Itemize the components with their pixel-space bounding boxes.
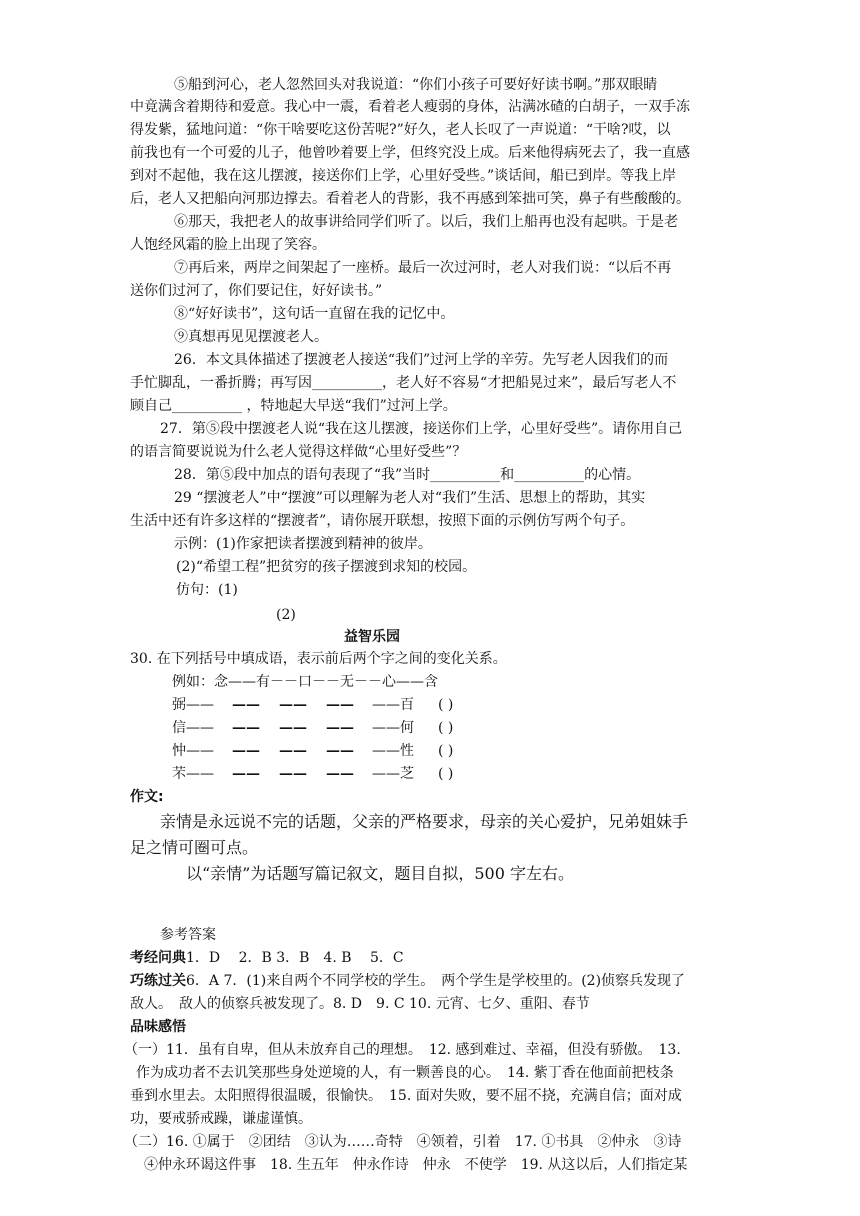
question-line: 27．第⑤段中摆渡老人说“我在这儿摆渡，接送你们上学，心里好受些”。请你用自己 <box>160 421 683 437</box>
story-line: 送你们过河了，你们要记住，好好读书。” <box>130 283 383 299</box>
idiom-start: 弼—— <box>172 697 214 713</box>
puzzle-title: 益智乐园 <box>344 629 400 645</box>
idiom-dash: —— <box>326 743 354 759</box>
story-line: ⑤船到河心，老人忽然回头对我说道：“你们小孩子可要好好读书啊。”那双眼睛 <box>174 77 658 93</box>
answer-text: 1．D 2．B 3．B 4. B 5．C <box>186 950 404 966</box>
answer-line: ④仲永环谒这件事 18. 生五年 仲永作诗 仲永 不使学 19. 从这以后，人们指定某 <box>144 1157 688 1173</box>
answer-line: （二）16. ①属于 ②团结 ③认为……奇特 ④领着，引着 17. ①书具 ②仲永 ③诗 <box>124 1134 682 1150</box>
question-line: 28．第⑤段中加点的语句表现了“我”当时__________和__________的心情。 <box>174 467 641 483</box>
question-line: 仿句：(1) <box>176 582 238 598</box>
question-line: 生活中还有许多这样的“摆渡者”，请你展开联想，按照下面的示例仿写两个句子。 <box>130 513 635 529</box>
story-line: 后，老人又把船向河那边撑去。看着老人的背影，我不再感到笨拙可笑，鼻子有些酸酸的。 <box>130 191 690 207</box>
idiom-start: 忡—— <box>172 743 214 759</box>
answer-line: 功，要戒骄戒躁，谦虚谨慎。 <box>130 1111 312 1127</box>
idiom-answer-blank[interactable]: ( ) <box>438 720 454 736</box>
essay-line: 亲情是永远说不完的话题，父亲的严格要求，母亲的关心爱护，兄弟姐妹手 <box>160 812 689 831</box>
question-line: 29 “摆渡老人”中“摆渡”可以理解为老人对“我们”生活、思想上的帮助，其实 <box>174 490 646 506</box>
idiom-row <box>172 742 512 760</box>
answer-line <box>130 972 685 990</box>
idiom-dash: —— <box>326 766 354 782</box>
story-line: ⑧“好好读书”，这句话一直留在我的记忆中。 <box>174 306 455 322</box>
essay-line: 以“亲情”为话题写篇记叙文，题目自拟，500 字左右。 <box>186 864 574 883</box>
story-line: 到对不起他，我在这儿摆渡，接送你们上学，心里好受些。”谈话间，船已到岸。等我上岸 <box>130 168 677 184</box>
question-line: 顾自己__________ ，特地起大早送“我们”过河上学。 <box>130 398 457 414</box>
idiom-dash: —— <box>232 720 260 736</box>
answer-section-label: 品味感悟 <box>130 1019 186 1035</box>
answer-line: 敌人。 敌人的侦察兵被发现了。8. D 9. C 10. 元宵、七夕、重阳、春节 <box>130 996 590 1012</box>
idiom-dash: —— <box>279 743 307 759</box>
story-line: ⑦再后来，两岸之间架起了一座桥。最后一次过河时，老人对我们说：“以后不再 <box>174 260 672 276</box>
idiom-answer-blank[interactable]: ( ) <box>438 697 454 713</box>
answer-line <box>130 949 404 967</box>
story-line: 人饱经风霜的脸上出现了笑容。 <box>130 237 326 253</box>
answer-text: 6．A 7．(1)来自两个不同学校的学生。 两个学生是学校里的。(2)侦察兵发现了 <box>186 973 686 989</box>
answer-section-label: 巧练过关 <box>130 973 186 989</box>
story-line: 前我也有一个可爱的儿子，他曾吵着要上学，但终究没上成。后来他得病死去了，我一直感 <box>130 145 690 161</box>
idiom-dash: —— <box>326 720 354 736</box>
puzzle-example: 例如：念——有－－口－－无－－心——含 <box>172 674 438 690</box>
idiom-dash: —— <box>279 720 307 736</box>
idiom-row <box>172 696 512 714</box>
idiom-dash: —— <box>279 766 307 782</box>
answer-section-label: 考经问典 <box>130 950 186 966</box>
idiom-dash: —— <box>326 697 354 713</box>
story-line: ⑥那天，我把老人的故事讲给同学们听了。以后，我们上船再也没有起哄。于是老 <box>174 214 678 230</box>
answer-line: （一）11．虽有自卑，但从未放弃自己的理想。 12. 感到难过、幸福，但没有骄傲。 13. <box>124 1042 681 1058</box>
idiom-end: ——芝 <box>372 766 414 782</box>
essay-line: 足之情可圈可点。 <box>130 838 259 857</box>
essay-label: 作文: <box>130 789 164 805</box>
idiom-end: ——性 <box>372 743 414 759</box>
idiom-dash: —— <box>232 743 260 759</box>
story-line: ⑨真想再见见摆渡老人。 <box>174 329 328 345</box>
answer-line: 作为成功者不去讥笑那些身处逆境的人，有一颗善良的心。 14. 紫丁香在他面前把枝条 <box>136 1065 674 1081</box>
idiom-start: 芣—— <box>172 766 214 782</box>
question-line: 26．本文具体描述了摆渡老人接送“我们”过河上学的辛劳。先写老人因我们的而 <box>174 352 669 368</box>
idiom-dash: —— <box>279 697 307 713</box>
answer-line: 垂到水里去。太阳照得很温暖，很愉快。 15. 面对失败，要不屈不挠，充满自信；面对成 <box>130 1088 682 1104</box>
question-line: (2)“希望工程”把贫穷的孩子摆渡到求知的校园。 <box>176 559 477 575</box>
story-line: 中竟满含着期待和爱意。我心中一震，看着老人瘦弱的身体，沾满冰碴的白胡子，一双手冻 <box>130 99 690 115</box>
answers-heading: 参考答案 <box>160 927 216 943</box>
idiom-end: ——何 <box>372 720 414 736</box>
question-line: (2) <box>276 607 296 623</box>
idiom-dash: —— <box>232 697 260 713</box>
question-line: 手忙脚乱，一番折腾；再写因__________，老人好不容易“才把船晃过来”，最后写老人不 <box>130 375 677 391</box>
idiom-row <box>172 719 512 737</box>
idiom-dash: —— <box>232 766 260 782</box>
idiom-answer-blank[interactable]: ( ) <box>438 743 454 759</box>
idiom-end: ——百 <box>372 697 414 713</box>
question-line: 的语言简要说说为什么老人觉得这样做“心里好受些”？ <box>130 444 467 460</box>
puzzle-instruction: 30. 在下列括号中填成语，表示前后两个字之间的变化关系。 <box>130 651 507 667</box>
question-line: 示例：(1)作家把读者摆渡到精神的彼岸。 <box>174 536 432 552</box>
story-line: 得发紫，猛地问道：“你干啥要吃这份苦呢?”好久，老人长叹了一声说道：“干啥?哎，以 <box>130 122 671 138</box>
idiom-start: 信—— <box>172 720 214 736</box>
idiom-answer-blank[interactable]: ( ) <box>438 766 454 782</box>
idiom-row <box>172 765 512 783</box>
